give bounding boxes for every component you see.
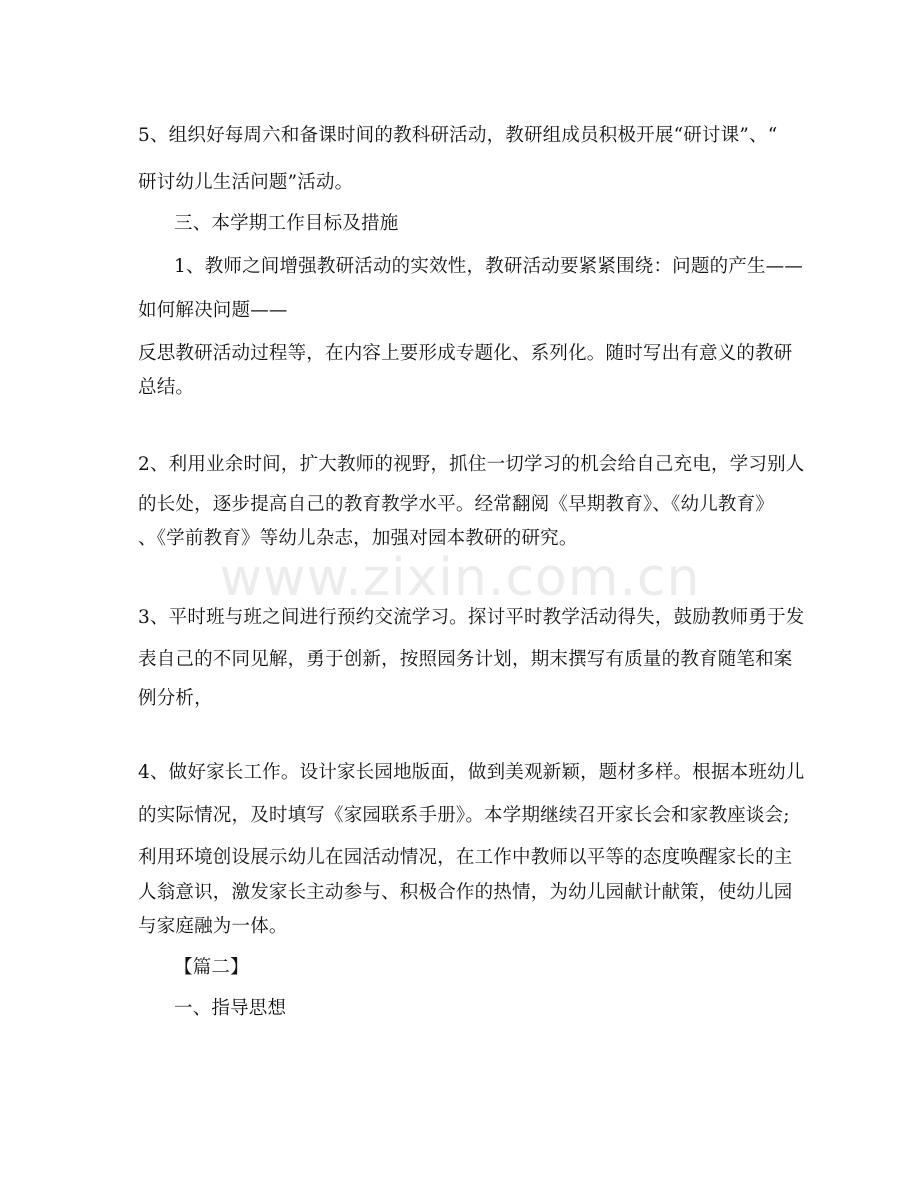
goal-4-line-5: 与家庭融为一体。 bbox=[138, 916, 288, 937]
goal-3-line-1: 3、平时班与班之间进行预约交流学习。探讨平时教学活动得失，鼓励教师勇于发 bbox=[138, 607, 805, 628]
goal-1-line-1: 1、教师之间增强教研活动的实效性，教研活动要紧紧围绕：问题的产生—— bbox=[174, 256, 804, 277]
goal-3-line-3: 例分析， bbox=[138, 688, 213, 709]
goal-1-line-4: 总结。 bbox=[138, 377, 195, 398]
goal-3-line-2: 表自己的不同见解，勇于创新，按照园务计划，期末撰写有质量的教育随笔和案 bbox=[138, 649, 793, 670]
watermark: www.zixin.com.cn bbox=[219, 548, 701, 608]
paragraph-5-line-2: 研讨幼儿生活问题”活动。 bbox=[138, 172, 354, 193]
section-heading-goals: 三、本学期工作目标及措施 bbox=[174, 213, 399, 234]
paragraph-5-line-1: 5、组织好每周六和备课时间的教科研活动，教研组成员积极开展“研讨课”、“ bbox=[138, 125, 778, 146]
goal-1-line-2: 如何解决问题—— bbox=[138, 300, 288, 321]
goal-2-line-1: 2、利用业余时间，扩大教师的视野，抓住一切学习的机会给自己充电，学习别人 bbox=[138, 454, 805, 475]
goal-4-line-4: 人翁意识，激发家长主动参与、积极合作的热情，为幼儿园献计献策，使幼儿园 bbox=[138, 882, 793, 903]
goal-4-line-3: 利用环境创设展示幼儿在园活动情况，在工作中教师以平等的态度唤醒家长的主 bbox=[138, 847, 793, 868]
goal-2-line-2: 的长处，逐步提高自己的教育教学水平。经常翻阅《早期教育》、《幼儿教育》 bbox=[138, 494, 775, 515]
section-label-part-two: 【篇二】 bbox=[174, 957, 249, 978]
goal-2-line-3: 、《学前教育》等幼儿杂志，加强对园本教研的研究。 bbox=[138, 528, 578, 549]
goal-4-line-2: 的实际情况，及时填写《家园联系手册》。本学期继续召开家长会和家教座谈会; bbox=[138, 805, 790, 826]
goal-4-line-1: 4、做好家长工作。设计家长园地版面，做到美观新颖，题材多样。根据本班幼儿 bbox=[138, 762, 805, 783]
section-heading-guiding-ideology: 一、指导思想 bbox=[174, 998, 287, 1019]
goal-1-line-3: 反思教研活动过程等，在内容上要形成专题化、系列化。随时写出有意义的教研 bbox=[138, 343, 793, 364]
